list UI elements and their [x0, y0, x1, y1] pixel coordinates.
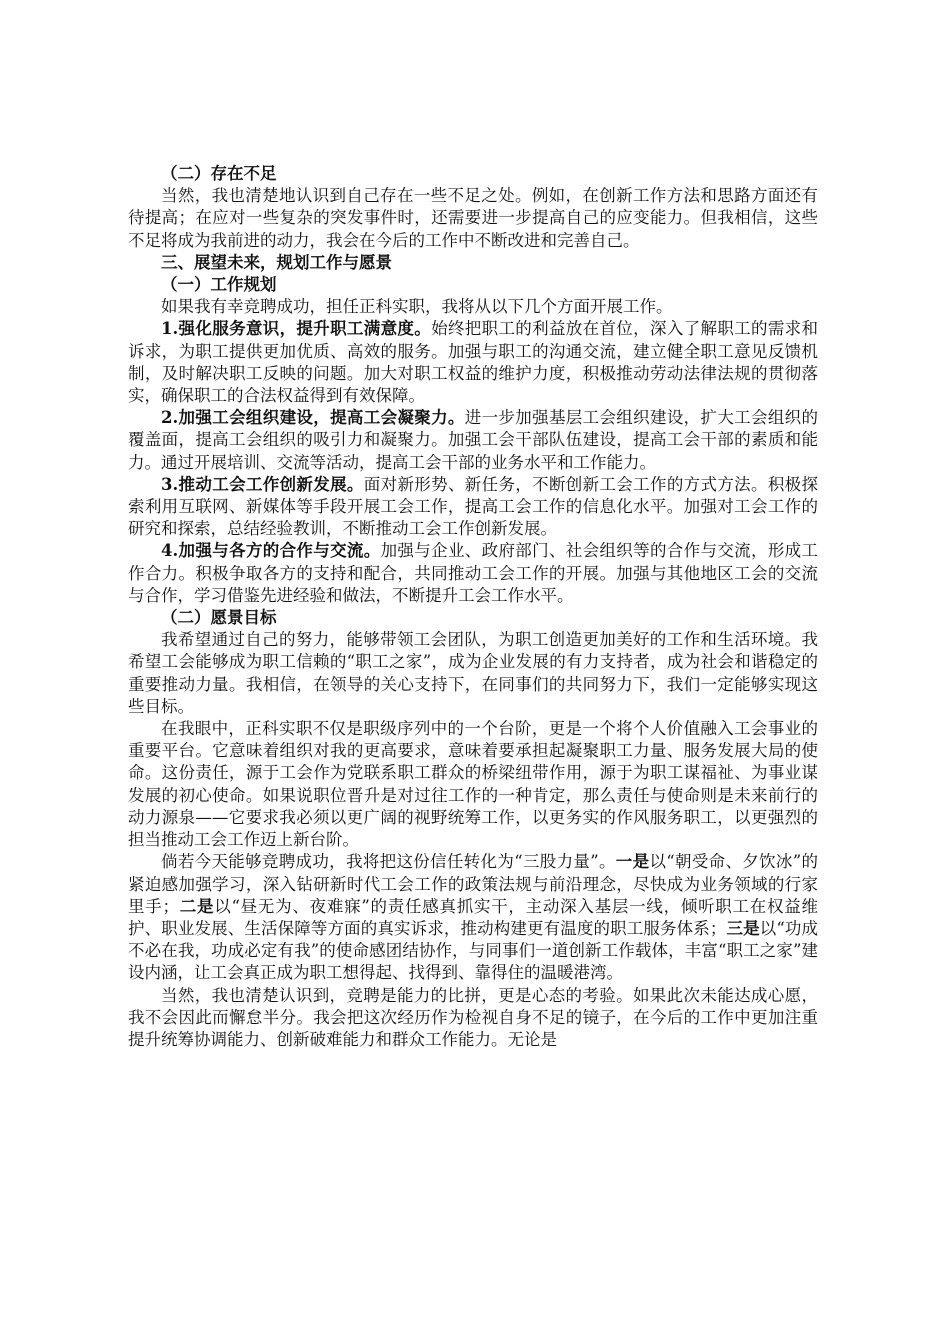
work-plan-item-4-text: 加强与企业、政府部门、社会组织等的合作与交流，形成工作合力。积极争取各方的支持和配合，共同推动工会工作的开展。加强与其他地区工会的交流与合作，学习借鉴先进经验和做法，不断提升工会工作水平。 [128, 541, 818, 605]
paragraph-shortcomings: 当然，我也清楚地认识到自己存在一些不足之处。例如，在创新工作方法和思路方面还有待提高；在应对一些复杂的突发事件时，还需要进一步提高自己的应变能力。但我相信，这些不足将成为我前进的动力，我会在今后的工作中不断改进和完善自己。 [128, 186, 818, 250]
work-plan-item-3-text: 面对新形势、新任务，不断创新工会工作的方式方法。积极探索利用互联网、新媒体等手段开展工会工作，提高工会工作的信息化水平。加强对工会工作的研究和探索，总结经验教训，不断推动工会工作创新发展。 [128, 474, 818, 539]
three-forces-second-lead: 二是 [178, 896, 215, 916]
paragraph-vision-1: 我希望通过自己的努力，能够带领工会团队，为职工创造更加美好的工作和生活环境。我希望工会能够成为职工信赖的“职工之家”，成为企业发展的有力支持者，成为社会和谐稳定的重要推动力量。我相信，在领导的关心支持下，在同事们的共同努力下，我们一定能够实现这些目标。 [128, 630, 818, 716]
work-plan-item-2-lead: 2.加强工会组织建设，提高工会凝聚力。 [161, 408, 465, 428]
work-plan-item-1-text: 始终把职工的利益放在首位，深入了解职工的需求和诉求，为职工提供更加优质、高效的服务。加强与职工的沟通交流，建立健全职工意见反馈机制，及时解决职工反映的问题。加大对职工权益的维护力度，积极推动劳动法律法规的贯彻落实，确保职工的合法权益得到有效保障。 [128, 319, 818, 406]
work-plan-item-1-lead: 1.强化服务意识，提升职工满意度。 [161, 319, 432, 339]
three-forces-first-lead: 一是 [615, 852, 650, 872]
document-page [128, 163, 818, 1051]
three-forces-third-text: 以“功成不必在我，功成必定有我”的使命感团结协作，与同事们一道创新工作载体，丰富“职工之家”建设内涵，让工会真正成为职工想得起、找得到、靠得住的温暖港湾。 [128, 918, 819, 983]
work-plan-item-4-lead: 4.加强与各方的合作与交流。 [161, 541, 381, 561]
section-heading-outlook: 三、展望未来，规划工作与愿景 [161, 252, 392, 272]
work-plan-item-3-lead: 3.推动工会工作创新发展。 [161, 474, 364, 494]
three-forces-first-text: 以“朝受命、夕饮冰”的紧迫感加强学习，深入钻研新时代工会工作的政策法规与前沿理念，尽快成为业务领域的行家里手； [128, 852, 818, 916]
subsection-heading-shortcomings: （二）存在不足 [161, 164, 277, 183]
paragraph-three-forces [128, 851, 818, 984]
paragraph-vision-2: 在我眼中，正科实职不仅是职级序列中的一个台阶，更是一个将个人价值融入工会事业的重要平台。它意味着组织对我的更高要求，意味着要承担起凝聚职工力量、服务发展大局的使命。这份责任，源于工会作为党联系职工群众的桥梁纽带作用，源于为职工谋福祉、为事业谋发展的初心使命。如果说职位晋升是对过往工作的一种肯定，那么责任与使命则是未来前行的动力源泉——它要求我必须以更广阔的视野统筹工作，以更务实的作风服务职工，以更强烈的担当推动工会工作迈上新台阶。 [128, 719, 818, 850]
work-plan-item-2 [128, 407, 818, 474]
subsection-heading-work-plan: （一）工作规划 [161, 275, 277, 295]
work-plan-item-4 [128, 540, 818, 607]
work-plan-item-2-text: 进一步加强基层工会组织建设，扩大工会组织的覆盖面，提高工会组织的吸引力和凝聚力。加强工会干部队伍建设，提高工会干部的素质和能力。通过开展培训、交流等活动，提高工会干部的业务水平和工作能力。 [128, 408, 818, 472]
paragraph-closing: 当然，我也清楚认识到，竞聘是能力的比拼，更是心态的考验。如果此次未能达成心愿，我不会因此而懈怠半分。我会把这次经历作为检视自身不足的镜子，在今后的工作中更加注重提升统筹协调能力、创新破难能力和群众工作能力。无论是 [128, 985, 818, 1049]
three-forces-third-lead: 三是 [726, 918, 760, 938]
three-forces-intro: 倘若今天能够竞聘成功，我将把这份信任转化为“三股力量”。 [161, 852, 616, 872]
three-forces-second-text: 以“昼无为、夜难寐”的责任感真抓实干，主动深入基层一线，倾听职工在权益维护、职业发展、生活保障等方面的真实诉求，推动构建更有温度的职工服务体系； [128, 896, 819, 938]
work-plan-item-3 [128, 474, 818, 541]
subsection-heading-vision: （二）愿景目标 [161, 608, 277, 628]
work-plan-item-1 [128, 318, 818, 407]
paragraph-work-plan-intro: 如果我有幸竞聘成功，担任正科实职，我将从以下几个方面开展工作。 [161, 297, 673, 317]
